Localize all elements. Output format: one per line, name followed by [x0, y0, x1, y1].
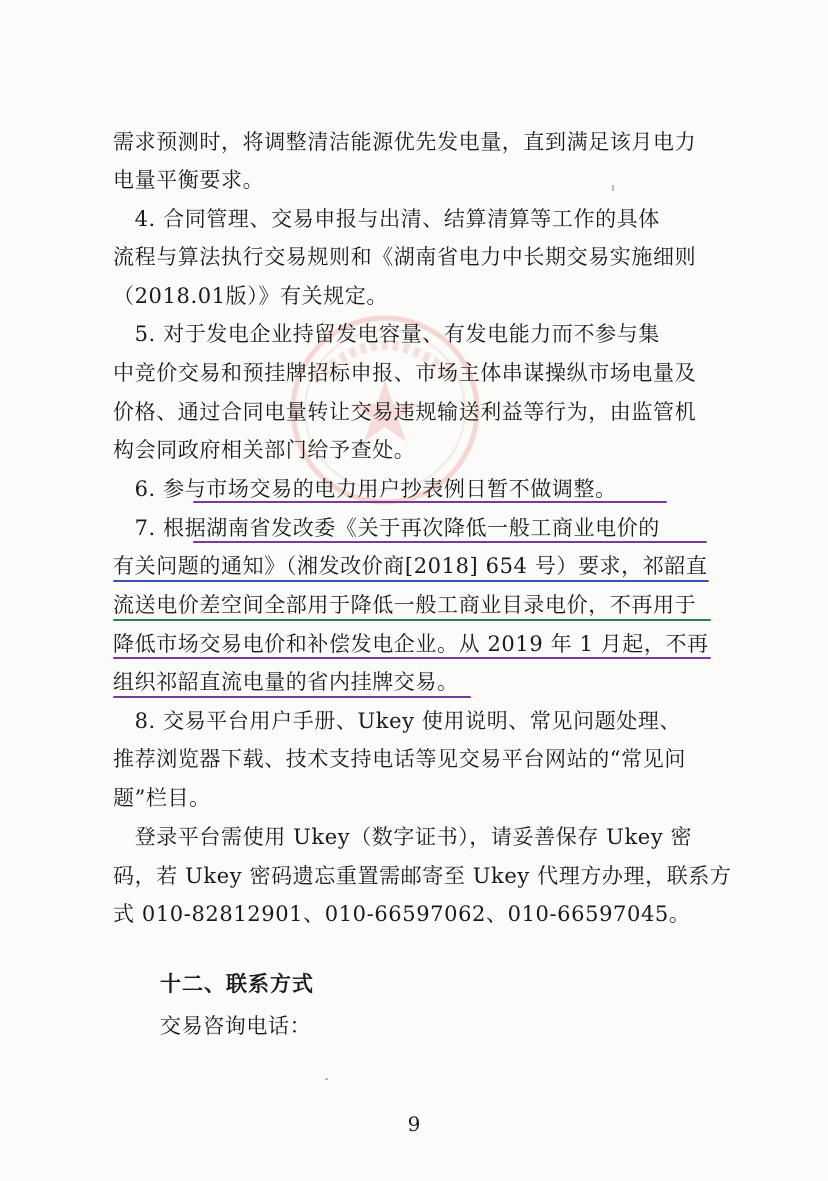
scan-speck	[612, 185, 614, 191]
text-line: 4. 合同管理、交易申报与出清、结算清算等工作的具体	[113, 207, 660, 231]
text-line: 有关问题的通知》（湘发改价商[2018] 654 号）要求，祁韶直	[113, 554, 708, 578]
contact-label: 交易咨询电话：	[160, 1014, 312, 1038]
text-line: 题”栏目。	[113, 786, 211, 810]
text-line: 组织祁韶直流电量的省内挂牌交易。	[113, 670, 459, 694]
text-line: 流送电价差空间全部用于降低一般工商业目录电价，不再用于	[113, 593, 697, 617]
highlight-underline	[113, 696, 471, 698]
text-line: 流程与算法执行交易规则和《湖南省电力中长期交易实施细则	[113, 245, 697, 269]
text-line: 登录平台需使用 Ukey（数字证书），请妥善保存 Ukey 密	[113, 825, 693, 849]
highlight-underline	[113, 657, 711, 659]
text-line: 6. 参与市场交易的电力用户抄表例日暂不做调整。	[113, 477, 617, 501]
text-line: 码，若 Ukey 密码遗忘重置需邮寄至 Ukey 代理方办理，联系方	[113, 864, 732, 888]
text-line: 推荐浏览器下载、技术支持电话等见交易平台网站的“常见问	[113, 747, 686, 771]
page-number: 9	[407, 1112, 421, 1136]
text-line: 降低市场交易电价和补偿发电企业。从 2019 年 1 月起，不再	[113, 632, 709, 656]
highlight-underline	[193, 541, 707, 543]
highlight-underline	[113, 580, 709, 582]
text-line: 7. 根据湖南省发改委《关于再次降低一般工商业电价的	[113, 516, 660, 540]
text-line: 电量平衡要求。	[113, 168, 265, 192]
text-line: 构会同政府相关部门给予查处。	[113, 438, 416, 462]
section-heading: 十二、联系方式	[160, 971, 314, 996]
highlight-underline	[193, 501, 667, 503]
scan-speck	[325, 1078, 328, 1080]
text-line: 5. 对于发电企业持留发电容量、有发电能力而不参与集	[113, 322, 660, 346]
highlight-underline	[113, 619, 711, 621]
text-line: 需求预测时，将调整清洁能源优先发电量，直到满足该月电力	[113, 130, 697, 154]
text-line: （2018.01版）》有关规定。	[113, 284, 388, 308]
text-line: 8. 交易平台用户手册、Ukey 使用说明、常见问题处理、	[113, 709, 682, 733]
text-line: 式 010-82812901、010-66597062、010-66597045。	[113, 902, 691, 926]
text-line: 中竞价交易和预挂牌招标申报、市场主体串谋操纵市场电量及	[113, 361, 697, 385]
text-line: 价格、通过合同电量转让交易违规输送利益等行为，由监管机	[113, 400, 697, 424]
